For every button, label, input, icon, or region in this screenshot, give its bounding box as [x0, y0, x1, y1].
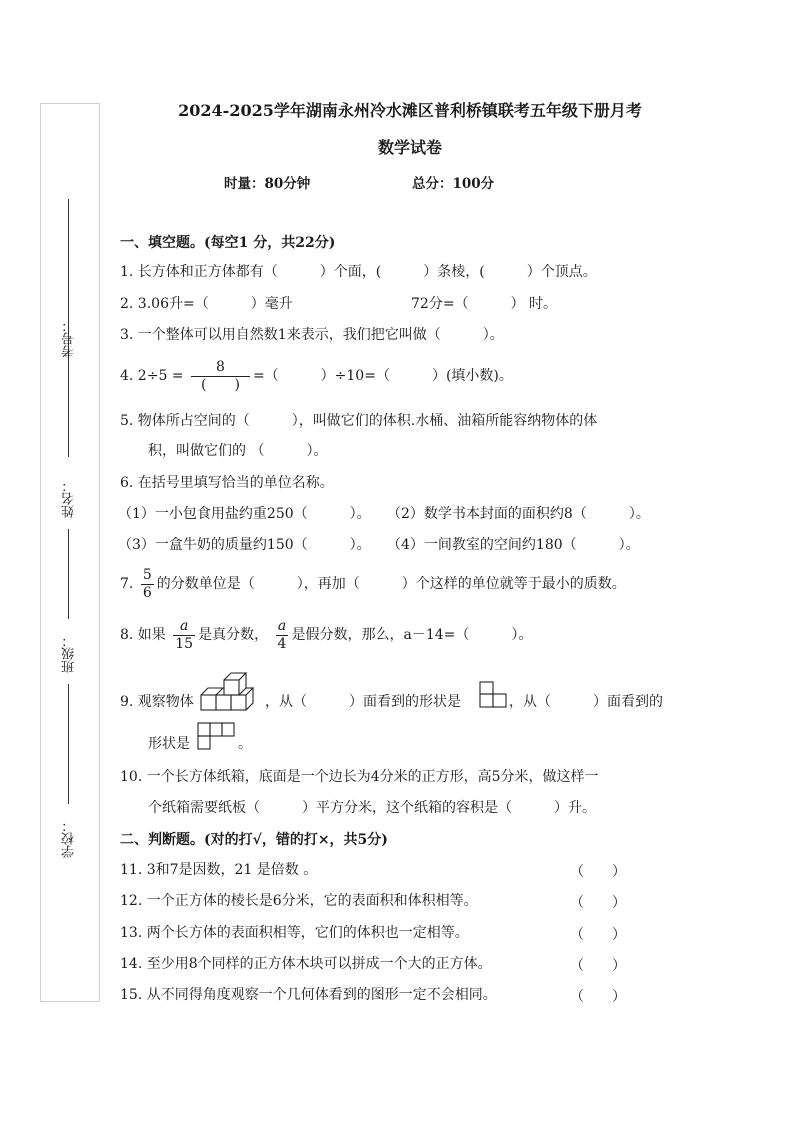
question-9-post: ，从（ ）面看到的	[509, 694, 663, 710]
q4-numerator: 8	[191, 359, 250, 377]
class-label: 班级：	[62, 634, 77, 673]
question-5-line1: 5. 物体所占空间的（ ），叫做它们的体积.水桶、油箱所能容纳物体的体	[120, 413, 598, 429]
q8-denominator-2: 4	[277, 635, 287, 652]
question-2a: 2. 3.06升=（ ）毫升	[120, 296, 293, 312]
front-view-figure	[479, 681, 509, 709]
question-9-mid: ，从（ ）面看到的形状是	[265, 694, 461, 710]
question-6-1: （1）一小包食用盐约重250（ ）。	[118, 506, 371, 522]
q7-numerator: 5	[142, 566, 152, 583]
question-10-line2: 个纸箱需要纸板（ ）平方分米，这个纸箱的容积是（ ）升。	[148, 800, 596, 816]
exam-subtitle: 数学试卷	[377, 138, 442, 157]
q4-post: =（ ）÷10=（ ）(填小数)。	[252, 368, 513, 384]
q4-denominator: ( )	[201, 376, 240, 393]
exam-title: 2024-2025学年湖南永州冷水滩区普利桥镇联考五年级下册月考	[178, 101, 642, 120]
top-view-figure	[197, 722, 239, 752]
q8-numerator-1: a	[173, 618, 195, 636]
question-15: 15. 从不同得角度观察一个几何体看到的图形一定不会相同。	[120, 987, 497, 1003]
question-9-end: 。	[238, 736, 252, 752]
q8-denominator-1: 15	[175, 635, 194, 652]
q7-post: 的分数单位是（ ），再加（ ）个这样的单位就等于最小的质数。	[156, 576, 626, 592]
question-14: 14. 至少用8个同样的正方体木块可以拼成一个大的正方体。	[120, 956, 492, 972]
q7-pre: 7.	[120, 576, 134, 592]
question-6: 6. 在括号里填写恰当的单位名称。	[120, 475, 334, 491]
answer-paren-14[interactable]: （ ）	[570, 958, 626, 974]
name-label: 姓名：	[62, 479, 77, 518]
question-2b: 72分=（ ） 时。	[411, 296, 557, 312]
class-line	[68, 529, 69, 619]
q7-fraction	[141, 567, 154, 602]
question-6-3: （3）一盒牛奶的质量约150（ ）。	[118, 537, 371, 553]
question-4	[120, 358, 513, 394]
exam-time: 时量：80分钟	[224, 176, 311, 192]
answer-paren-15[interactable]: （ ）	[570, 989, 626, 1005]
q8-mid: 是真分数，	[198, 627, 269, 643]
school-label: 学校：	[62, 819, 77, 858]
question-8	[120, 617, 532, 653]
question-3: 3. 一个整体可以用自然数1来表示，我们把它叫做（ ）。	[120, 327, 504, 343]
exam-no-label: 考号：	[62, 319, 77, 358]
q8-fraction-1	[173, 618, 195, 653]
answer-paren-11[interactable]: （ ）	[570, 864, 626, 880]
section1-heading: 一、填空题。(每空1 分，共22分)	[120, 235, 336, 251]
q4-fraction	[191, 359, 250, 394]
school-line	[68, 684, 69, 804]
answer-paren-13[interactable]: （ ）	[570, 927, 626, 943]
question-7	[120, 566, 626, 602]
exam-total: 总分：100分	[412, 176, 495, 192]
answer-paren-12[interactable]: （ ）	[570, 895, 626, 911]
question-12: 12. 一个正方体的棱长是6分米，它的表面积和体积相等。	[120, 893, 478, 909]
q8-post: 是假分数，那么，a－14=（ ）。	[291, 627, 533, 643]
section2-heading: 二、判断题。(对的打√，错的打×，共5分)	[120, 832, 388, 848]
q8-pre: 8. 如果	[120, 627, 166, 643]
q7-denominator: 6	[142, 584, 152, 601]
question-9-line2: 形状是	[148, 736, 190, 752]
q8-numerator-2: a	[276, 618, 289, 636]
question-1: 1. 长方体和正方体都有（ ）个面，( ）条棱，( ）个顶点。	[120, 264, 597, 280]
name-line	[68, 362, 69, 457]
q8-fraction-2	[276, 618, 289, 653]
binding-strip	[40, 103, 100, 1002]
question-5-line2: 积，叫做它们的 （ ）。	[148, 443, 328, 459]
question-11: 11. 3和7是因数，21 是倍数 。	[120, 862, 318, 878]
question-13: 13. 两个长方体的表面积相等，它们的体积也一定相等。	[120, 925, 469, 941]
question-10-line1: 10. 一个长方体纸箱，底面是一个边长为4分米的正方形，高5分米，做这样一	[120, 769, 599, 785]
question-6-2: （2）数学书本封面的面积约8（ ）。	[387, 506, 650, 522]
q4-pre: 4. 2÷5 =	[120, 368, 184, 384]
question-9-pre: 9. 观察物体	[120, 694, 194, 710]
cube-stack-figure	[197, 670, 265, 716]
question-6-4: （4）一间教室的空间约180（ ）。	[387, 537, 640, 553]
